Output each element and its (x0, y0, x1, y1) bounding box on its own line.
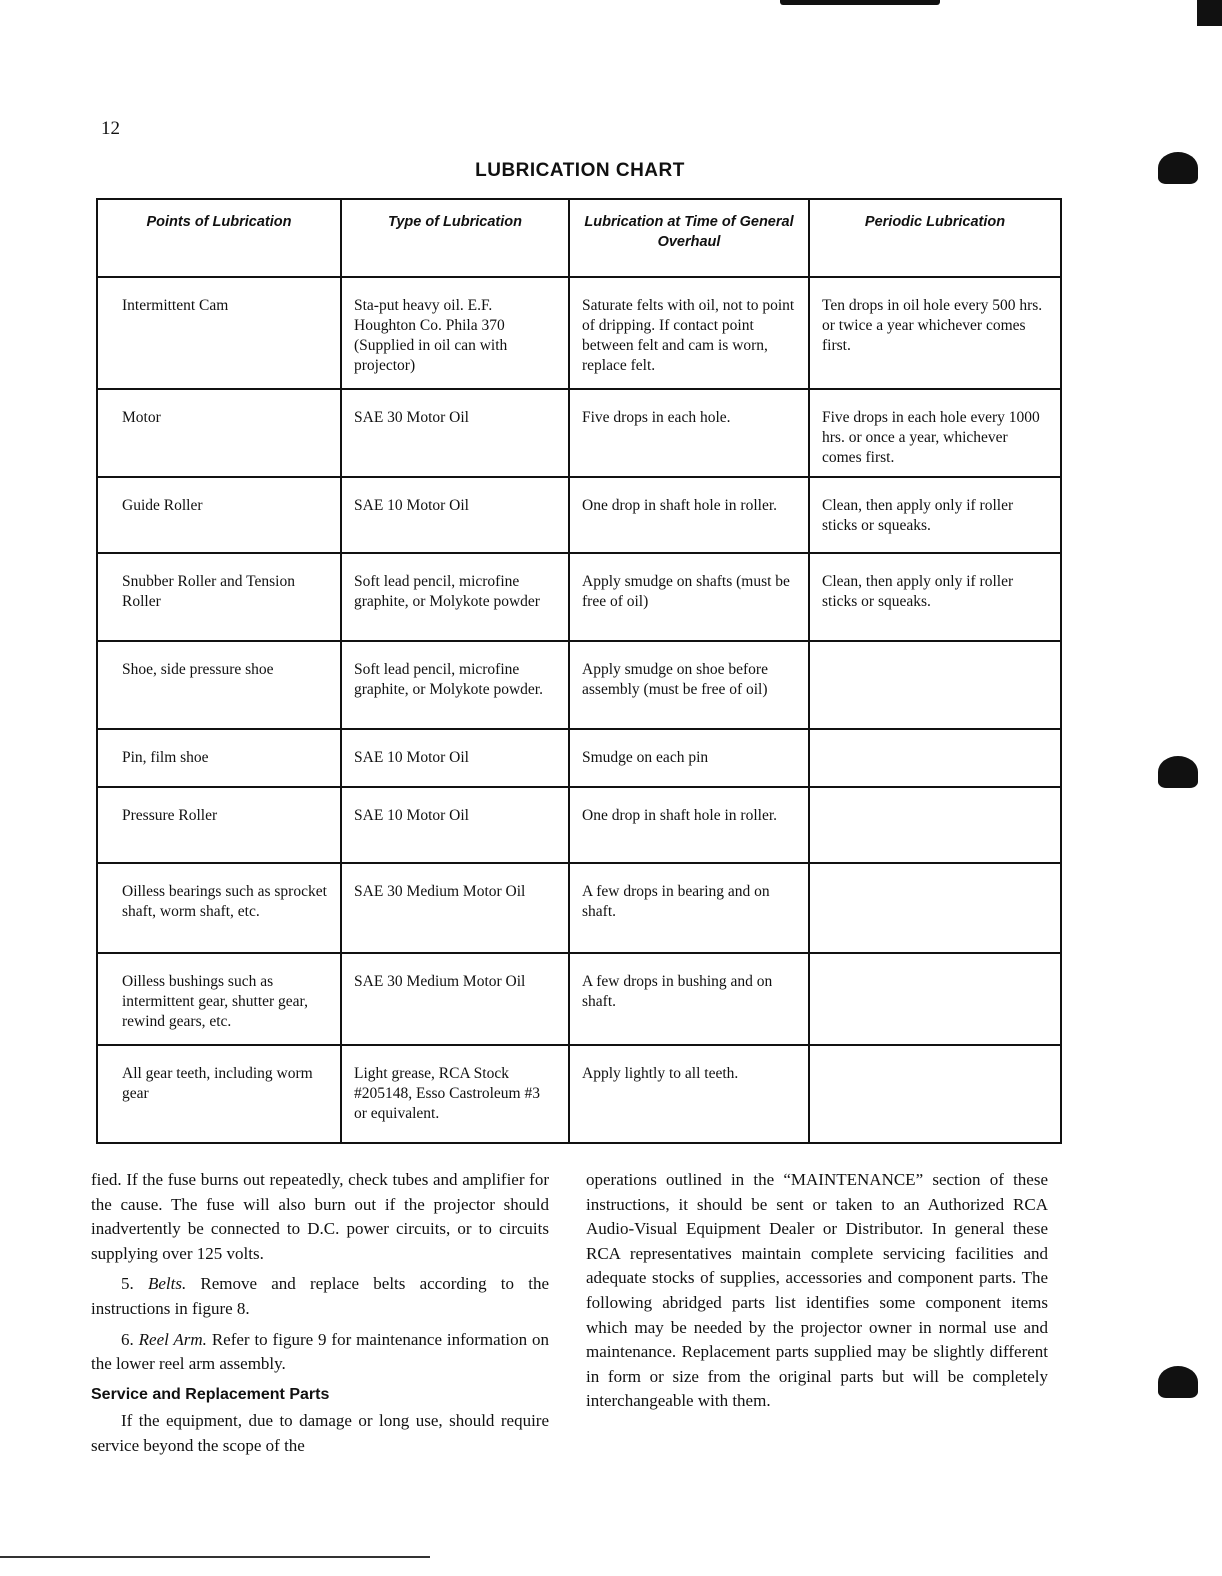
cell-periodic (809, 787, 1061, 863)
cell-type: Sta-put heavy oil. E.F. Houghton Co. Phila 370 (Supplied in oil can with projector) (341, 277, 569, 389)
cell-point: Shoe, side pressure shoe (97, 641, 341, 729)
header-points: Points of Lubrication (97, 199, 341, 277)
binder-hole-bottom (1158, 1366, 1198, 1398)
cell-overhaul: Apply lightly to all teeth. (569, 1045, 809, 1143)
table-row (97, 953, 1061, 1045)
cell-overhaul: Smudge on each pin (569, 729, 809, 787)
cell-overhaul: Apply smudge on shoe before assembly (must be free of oil) (569, 641, 809, 729)
paragraph-maintenance: operations outlined in the “MAINTENANCE” section of these instructions, it should be sent or taken to an Authorized RCA Audio-Visual Equipment Dealer or Distributor. In general these RCA representatives maintain complete servicing facilities and adequate stocks of supplies, accessories and component parts. The following abridged parts list identifies some component items which may be needed by the projector owner in normal use and maintenance. Replacement parts supplied may be slightly different in form or size from the original parts but will be completely interchangeable with them. (586, 1170, 1048, 1411)
cell-overhaul: Apply smudge on shafts (must be free of oil) (569, 553, 809, 641)
cell-type: SAE 30 Medium Motor Oil (341, 953, 569, 1045)
header-periodic: Periodic Lubrication (809, 199, 1061, 277)
cell-type: Soft lead pencil, microfine graphite, or Molykote powder (341, 553, 569, 641)
cell-periodic (809, 863, 1061, 953)
cell-type: SAE 10 Motor Oil (341, 787, 569, 863)
table-row (97, 389, 1061, 477)
table-row (97, 641, 1061, 729)
cell-point: Pressure Roller (97, 787, 341, 863)
cell-point: Pin, film shoe (97, 729, 341, 787)
cell-point: Intermittent Cam (97, 277, 341, 389)
belts-title: Belts. (147, 1274, 187, 1294)
cell-periodic (809, 953, 1061, 1045)
cell-point: Motor (97, 389, 341, 477)
cell-point: Snubber Roller and Tension Roller (97, 553, 341, 641)
cell-type: Light grease, RCA Stock #205148, Esso Castroleum #3 or equivalent. (341, 1045, 569, 1143)
cell-point: Guide Roller (97, 477, 341, 553)
cell-periodic: Clean, then apply only if roller sticks or squeaks. (809, 477, 1061, 553)
page-number: 12 (101, 118, 120, 139)
right-text-column (586, 1168, 1048, 1414)
left-text-column (91, 1168, 549, 1459)
header-type: Type of Lubrication (341, 199, 569, 277)
cell-periodic (809, 729, 1061, 787)
table-row (97, 477, 1061, 553)
paragraph-reel-arm: 6. Reel Arm. Refer to figure 9 for maintenance information on the lower reel arm assembly. (91, 1329, 550, 1374)
cell-type: SAE 10 Motor Oil (341, 477, 569, 553)
cell-overhaul: A few drops in bushing and on shaft. (569, 953, 809, 1045)
chart-title: LUBRICATION CHART (475, 160, 685, 181)
cell-type: SAE 30 Medium Motor Oil (341, 863, 569, 953)
table-row (97, 729, 1061, 787)
paragraph-fuse: fied. If the fuse burns out repeatedly, check tubes and amplifier for the cause. The fuse will also burn out if the projector should inadvertently be connected to D.C. power circuits, or to circuits supplying over 125 volts. (91, 1170, 549, 1263)
cell-overhaul: One drop in shaft hole in roller. (569, 477, 809, 553)
scan-bottom-edge (0, 1556, 430, 1558)
table-row (97, 277, 1061, 389)
cell-periodic (809, 641, 1061, 729)
cell-periodic: Clean, then apply only if roller sticks or squeaks. (809, 553, 1061, 641)
cell-point: Oilless bearings such as sprocket shaft, worm shaft, etc. (97, 863, 341, 953)
cell-point: Oilless bushings such as intermittent gear, shutter gear, rewind gears, etc. (97, 953, 341, 1045)
cell-type: Soft lead pencil, microfine graphite, or Molykote powder. (341, 641, 569, 729)
section-heading: Service and Replacement Parts (91, 1385, 330, 1403)
scan-edge-mark (780, 0, 940, 5)
binder-hole-top (1158, 152, 1198, 184)
cell-periodic: Ten drops in oil hole every 500 hrs. or twice a year whichever comes first. (809, 277, 1061, 389)
lubrication-table (96, 198, 1062, 1144)
cell-type: SAE 30 Motor Oil (341, 389, 569, 477)
table-header-row (97, 199, 1061, 277)
cell-periodic (809, 1045, 1061, 1143)
cell-overhaul: One drop in shaft hole in roller. (569, 787, 809, 863)
table-row (97, 787, 1061, 863)
cell-periodic: Five drops in each hole every 1000 hrs. or once a year, whichever comes first. (809, 389, 1061, 477)
cell-overhaul: Saturate felts with oil, not to point of dripping. If contact point between felt and cam is worn, replace felt. (569, 277, 809, 389)
reel-arm-title: Reel Arm. (138, 1329, 207, 1349)
scan-corner-mark (1197, 0, 1222, 26)
table-row (97, 1045, 1061, 1143)
table-row (97, 863, 1061, 953)
paragraph-belts: 5. Belts. Remove and replace belts according to the instructions in figure 8. (91, 1274, 549, 1318)
table-row (97, 553, 1061, 641)
cell-point: All gear teeth, including worm gear (97, 1045, 341, 1143)
cell-overhaul: Five drops in each hole. (569, 389, 809, 477)
cell-type: SAE 10 Motor Oil (341, 729, 569, 787)
paragraph-service: If the equipment, due to damage or long use, should require service beyond the scope of the (91, 1411, 549, 1455)
binder-hole-middle (1158, 756, 1198, 788)
header-overhaul: Lubrication at Time of General Overhaul (569, 199, 809, 277)
cell-overhaul: A few drops in bearing and on shaft. (569, 863, 809, 953)
